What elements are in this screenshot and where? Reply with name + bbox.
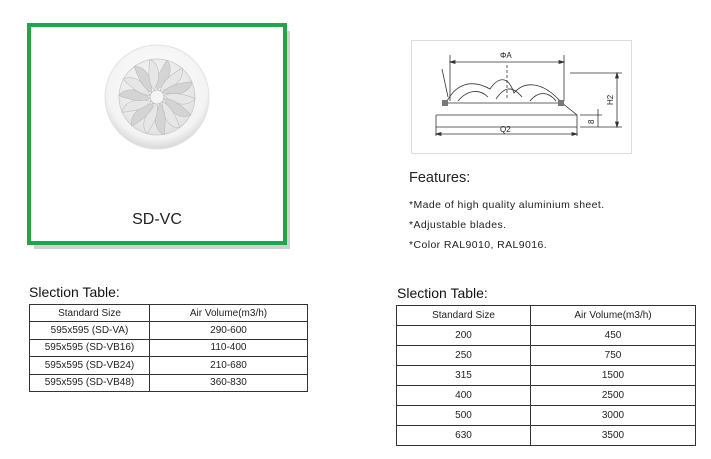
features-heading: Features: <box>409 170 471 186</box>
product-card <box>27 23 287 245</box>
table-row <box>397 366 696 386</box>
dimension-drawing <box>411 40 632 154</box>
table-row <box>30 322 308 339</box>
table-row <box>397 406 696 426</box>
cell-air-volume: 450 <box>531 326 696 346</box>
table-header-row <box>397 306 696 326</box>
feature-item: *Made of high quality aluminium sheet. <box>409 199 605 211</box>
header-standard-size: Standard Size <box>397 306 531 326</box>
selection-table-left <box>29 304 308 392</box>
cell-air-volume: 3000 <box>531 406 696 426</box>
dim-q2-label: Q2 <box>500 125 511 134</box>
table-row <box>30 374 308 391</box>
dim-a-label: ΦA <box>500 51 512 60</box>
dimension-drawing-svg <box>412 41 631 153</box>
cell-air-volume: 360-830 <box>150 374 308 391</box>
feature-item: *Color RAL9010, RAL9016. <box>409 239 548 251</box>
cell-air-volume: 110-400 <box>150 339 308 356</box>
table-row <box>397 326 696 346</box>
cell-air-volume: 290-600 <box>150 322 308 339</box>
features-section <box>409 170 605 255</box>
cell-air-volume: 210-680 <box>150 357 308 374</box>
cell-size: 250 <box>397 346 531 366</box>
selection-table-left-title: Slection Table: <box>29 284 120 300</box>
cell-air-volume: 1500 <box>531 366 696 386</box>
table-row <box>30 339 308 356</box>
header-air-volume: Air Volume(m3/h) <box>150 305 308 322</box>
cell-size: 630 <box>397 426 531 446</box>
cell-air-volume: 2500 <box>531 386 696 406</box>
table-row <box>397 386 696 406</box>
cell-size: 400 <box>397 386 531 406</box>
swirl-diffuser-image <box>101 41 213 153</box>
table-row <box>397 426 696 446</box>
header-air-volume: Air Volume(m3/h) <box>531 306 696 326</box>
feature-item: *Adjustable blades. <box>409 219 507 231</box>
cell-size: 200 <box>397 326 531 346</box>
cell-size: 595x595 (SD-VB24) <box>30 357 150 374</box>
cell-size: 595x595 (SD-VB16) <box>30 339 150 356</box>
cell-air-volume: 3500 <box>531 426 696 446</box>
dim-8-label: 8 <box>587 119 596 124</box>
selection-table-right <box>396 305 696 446</box>
cell-size: 595x595 (SD-VA) <box>30 322 150 339</box>
cell-air-volume: 750 <box>531 346 696 366</box>
dim-h2-label: H2 <box>606 94 615 105</box>
cell-size: 500 <box>397 406 531 426</box>
cell-size: 315 <box>397 366 531 386</box>
header-standard-size: Standard Size <box>30 305 150 322</box>
features-list <box>409 195 605 255</box>
table-header-row <box>30 305 308 322</box>
table-row <box>397 346 696 366</box>
selection-table-right-title: Slection Table: <box>397 285 488 301</box>
product-model-label: SD-VC <box>132 211 182 228</box>
cell-size: 595x595 (SD-VB48) <box>30 374 150 391</box>
table-row <box>30 357 308 374</box>
